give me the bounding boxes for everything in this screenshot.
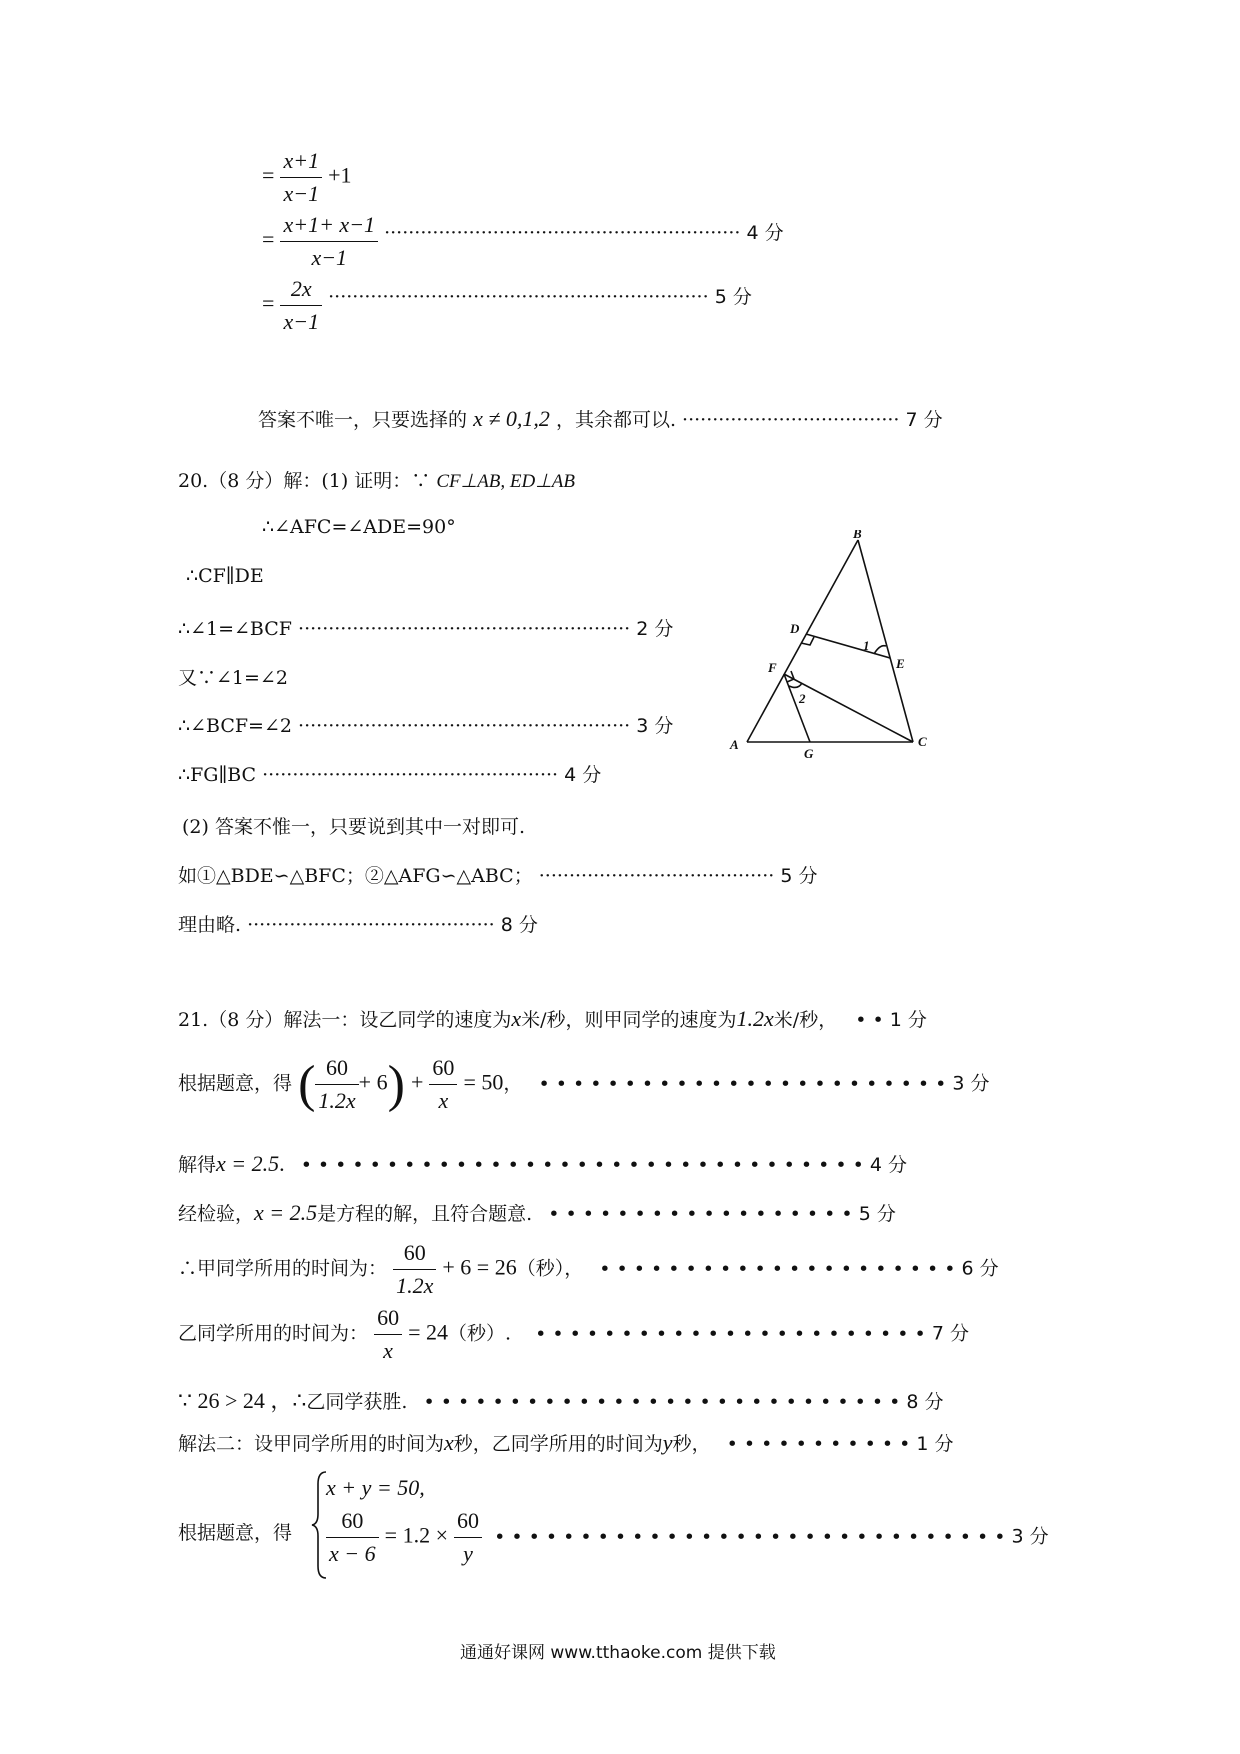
q20-example: 如①△BDE∽△BFC；②△AFG∽△ABC； ······································· 5 分: [178, 865, 818, 887]
side-ab: [747, 540, 858, 742]
page-footer: 通通好课网 www.tthaoke.com 提供下载: [460, 1643, 776, 1663]
label-f: F: [768, 660, 777, 675]
q20-line-1: ∴CF∥DE: [186, 565, 264, 587]
q20-reason: 理由略. ········································· 8 分: [178, 914, 538, 936]
q19-note: 答案不唯一，只要选择的 x ≠ 0,1,2 ，其余都可以. ···································· 7 分: [258, 406, 943, 431]
q21-check: 经检验，x = 2.5是方程的解，且符合题意. • • • • • • • • • • • • • • • • • • 5 分: [178, 1200, 896, 1225]
q21-system-prefix: 根据题意，得: [178, 1522, 293, 1544]
label-g: G: [804, 746, 814, 761]
fraction: $\frac{x+1}{x-1}$: [280, 148, 322, 207]
q20-header: 20.（8 分）解：(1) 证明：∵ CF⊥AB, ED⊥AB: [178, 470, 575, 492]
q20-line-4: ∴∠BCF=∠2 ······················································· 3 分: [178, 715, 674, 737]
q21-solve: 解得x = 2.5. • • • • • • • • • • • • • • • • • • • • • • • • • • • • • • • • • 4 分: [178, 1151, 907, 1176]
angle-1-arc: [874, 646, 886, 654]
q19-line1: = $\frac{x+1}{x-1}$ +1: [262, 148, 352, 206]
q20-line-3: 又∵∠1=∠2: [178, 667, 288, 689]
fraction: $\frac{x+1+ x-1}{x-1}$: [280, 212, 378, 271]
q21-method1: 21.（8 分）解法一：设乙同学的速度为x米/秒，则甲同学的速度为1.2x米/秒， • • 1 分: [178, 1006, 927, 1031]
q21-system-line2: $\frac{60}{x - 6}$ = 1.2 × $\frac{60}{y}$ • • • • • • • • • • • • • • • • • • • • • • • • • • • • • • 3 分: [326, 1508, 1049, 1567]
angle-2-arc: [789, 683, 802, 687]
label-b: B: [853, 530, 862, 541]
q21-equation: 根据题意，得 ( $\frac{60}{1.2x}$ + 6) + $\frac{60}{x}$ = 50， • • • • • • • • • • • • • • • • • • • • • • • • 3 分: [178, 1055, 990, 1113]
label-d: D: [790, 621, 800, 636]
label-c: C: [918, 734, 927, 749]
label-angle-1: 1: [863, 638, 870, 653]
fraction: $\frac{60}{1.2x}$: [315, 1055, 358, 1114]
q21-system-line1: x + y = 50,: [326, 1475, 425, 1500]
q20-part2: (2) 答案不惟一，只要说到其中一对即可.: [182, 816, 525, 838]
triangle-figure: [720, 530, 950, 770]
q19-line3: = $\frac{2x}{x-1}$ ······························································· 5 分: [262, 276, 752, 334]
q19-line2: = $\frac{x+1+ x-1}{x-1}$ ··························································· 4 分: [262, 212, 784, 270]
q21-yi-time: 乙同学所用的时间为： $\frac{60}{x}$ = 24（秒）. • • • • • • • • • • • • • • • • • • • • • • • 7 分: [178, 1305, 969, 1363]
segment-de: [806, 634, 890, 658]
q20-line-0: ∴∠AFC=∠ADE=90°: [262, 516, 456, 538]
segment-fg: [784, 674, 810, 742]
fraction: $\frac{60}{x}$: [374, 1305, 402, 1364]
q21-conclusion: ∵ 26 > 24 ，∴乙同学获胜. • • • • • • • • • • • • • • • • • • • • • • • • • • • • 8 分: [178, 1388, 944, 1413]
q20-line-5: ∴FG∥BC ················································· 4 分: [178, 764, 602, 786]
fraction: $\frac{60}{x - 6}$: [326, 1508, 379, 1567]
q20-line-2: ∴∠1=∠BCF ······················································· 2 分: [178, 618, 674, 640]
q21-method2: 解法二：设甲同学所用的时间为x秒，乙同学所用的时间为y秒， • • • • • • • • • • • 1 分: [178, 1430, 954, 1455]
fraction: $\frac{2x}{x-1}$: [280, 276, 322, 335]
label-a: A: [730, 737, 739, 752]
segment-fc: [784, 674, 913, 742]
fraction: $\frac{60}{y}$: [454, 1508, 482, 1567]
label-e: E: [896, 656, 905, 671]
q21-jia-time: ∴甲同学所用的时间为： $\frac{60}{1.2x}$ + 6 = 26（秒）， • • • • • • • • • • • • • • • • • • • • • 6 分: [178, 1240, 999, 1298]
label-angle-2: 2: [799, 691, 806, 706]
fraction: $\frac{60}{1.2x}$: [393, 1240, 436, 1299]
fraction: $\frac{60}{x}$: [429, 1055, 457, 1114]
